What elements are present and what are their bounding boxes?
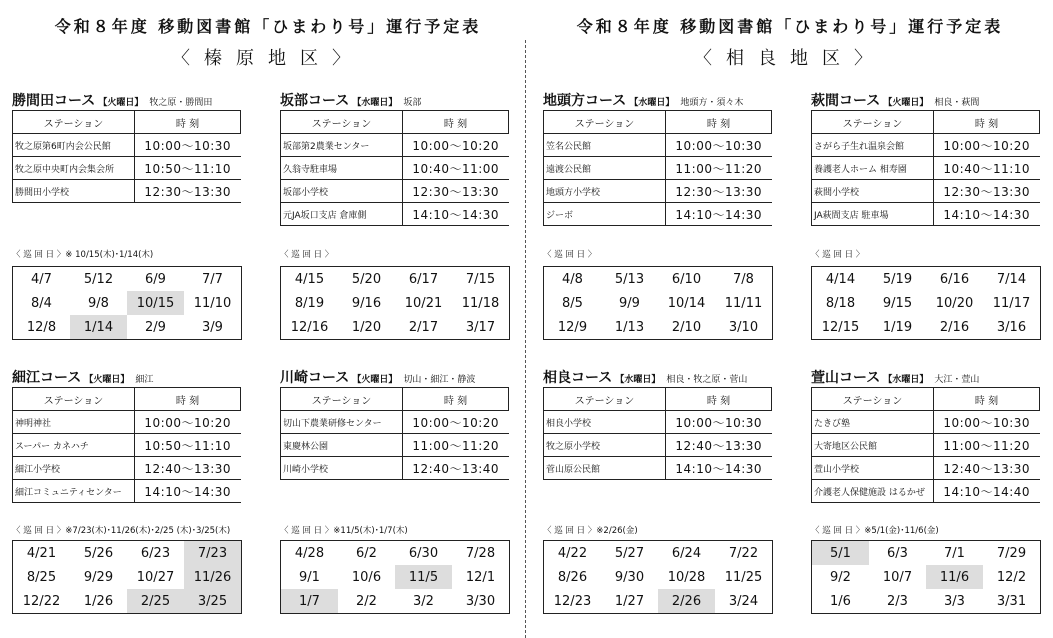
schedule-date: 2/16 xyxy=(939,319,970,335)
course-area: 大江・萱山 xyxy=(934,375,980,385)
schedule-date: 11/18 xyxy=(461,295,500,311)
station-column-header: ステーション xyxy=(281,388,403,411)
table-header-row xyxy=(281,111,509,134)
station-table xyxy=(280,110,509,226)
table-row xyxy=(544,434,772,457)
station-table xyxy=(543,387,772,480)
schedule-date: 4/22 xyxy=(557,545,588,561)
schedule-date: 10/20 xyxy=(935,295,974,311)
course-heading xyxy=(12,90,242,110)
station-table xyxy=(811,387,1040,503)
time-column-header: 時 刻 xyxy=(135,111,241,134)
left-district: 〈榛原地区〉 xyxy=(172,48,364,69)
center-divider xyxy=(525,40,526,638)
schedule-date: 10/28 xyxy=(667,569,706,585)
station-time: 14:10～14:30 xyxy=(135,480,241,503)
time-column-header: 時 刻 xyxy=(403,111,509,134)
table-row xyxy=(544,411,772,434)
schedule-date: 1/13 xyxy=(614,319,645,335)
schedule-date: 11/11 xyxy=(724,295,763,311)
station-column-header: ステーション xyxy=(812,388,934,411)
schedule-date: 9/1 xyxy=(299,569,320,585)
station-name: JA萩間支店 駐車場 xyxy=(812,203,934,226)
course-block xyxy=(12,367,242,503)
station-time: 10:00～10:20 xyxy=(135,411,241,434)
course-day: 【火曜日】 xyxy=(84,375,130,385)
schedule-date: 11/5 xyxy=(395,565,452,589)
station-time: 12:40～13:30 xyxy=(666,434,772,457)
schedule-date: 9/29 xyxy=(83,569,114,585)
schedule-date: 10/27 xyxy=(136,569,175,585)
course-block xyxy=(543,367,773,480)
schedule-label: 〈 巡 回 日 〉 xyxy=(280,250,334,260)
station-name: さがら子生れ温泉会館 xyxy=(812,134,934,157)
course-heading xyxy=(280,90,510,110)
course-name: 坂部コース xyxy=(280,93,350,109)
table-row xyxy=(812,180,1040,203)
table-row xyxy=(544,180,772,203)
schedule-date: 10/15 xyxy=(127,291,184,315)
station-time: 11:00～11:20 xyxy=(403,434,509,457)
station-table xyxy=(543,110,772,226)
station-table xyxy=(280,387,509,480)
table-row xyxy=(812,134,1040,157)
schedule-date: 3/9 xyxy=(202,319,223,335)
schedule-label: 〈 巡 回 日 〉※2/26(金) xyxy=(543,526,638,536)
table-row xyxy=(281,203,509,226)
schedule-date: 3/25 xyxy=(184,589,241,613)
schedule-date: 2/26 xyxy=(658,589,715,613)
schedule-date: 11/17 xyxy=(992,295,1031,311)
table-row xyxy=(812,457,1040,480)
station-name: 大寄地区公民館 xyxy=(812,434,934,457)
schedule-date: 8/25 xyxy=(26,569,57,585)
schedule-date: 9/30 xyxy=(614,569,645,585)
schedule-date: 8/4 xyxy=(31,295,52,311)
station-time: 12:30～13:30 xyxy=(934,180,1040,203)
station-name: 細江小学校 xyxy=(13,457,135,480)
schedule-date: 7/15 xyxy=(465,271,496,287)
schedule-date: 3/3 xyxy=(944,593,965,609)
schedule-date: 7/14 xyxy=(996,271,1027,287)
station-column-header: ステーション xyxy=(13,388,135,411)
schedule-date: 9/16 xyxy=(351,295,382,311)
time-column-header: 時 刻 xyxy=(666,388,772,411)
station-time: 14:10～14:40 xyxy=(934,480,1040,503)
schedule-date: 4/28 xyxy=(294,545,325,561)
station-name: 相良小学校 xyxy=(544,411,666,434)
station-time: 12:40～13:30 xyxy=(135,457,241,480)
schedule-date: 8/5 xyxy=(562,295,583,311)
schedule-date: 2/3 xyxy=(887,593,908,609)
schedule-date: 12/22 xyxy=(22,593,61,609)
course-heading xyxy=(811,367,1041,387)
table-header-row xyxy=(281,388,509,411)
station-table xyxy=(12,387,241,503)
schedule-date: 10/6 xyxy=(351,569,382,585)
schedule-label: 〈 巡 回 日 〉※ 10/15(木)･1/14(木) xyxy=(12,250,154,260)
schedule-date: 6/30 xyxy=(408,545,439,561)
course-area: 細江 xyxy=(135,375,154,385)
station-time: 12:30～13:30 xyxy=(403,180,509,203)
schedule-date: 9/9 xyxy=(619,295,640,311)
station-name: たきび塾 xyxy=(812,411,934,434)
course-block xyxy=(811,367,1041,503)
schedule-date: 3/17 xyxy=(465,319,496,335)
station-name: 介護老人保健施設 はるかぜ xyxy=(812,480,934,503)
schedule-date: 12/1 xyxy=(465,569,496,585)
schedule-date: 5/19 xyxy=(882,271,913,287)
station-name: 萩間小学校 xyxy=(812,180,934,203)
table-header-row xyxy=(13,388,241,411)
course-name: 萩間コース xyxy=(811,93,881,109)
schedule-date: 3/2 xyxy=(413,593,434,609)
table-row xyxy=(812,480,1040,503)
schedule-date: 1/26 xyxy=(83,593,114,609)
schedule-date: 4/14 xyxy=(825,271,856,287)
schedule-date: 12/8 xyxy=(26,319,57,335)
schedule-label: 〈 巡 回 日 〉※5/1(金)･11/6(金) xyxy=(811,526,939,536)
schedule-date: 1/20 xyxy=(351,319,382,335)
schedule-date: 8/19 xyxy=(294,295,325,311)
station-name: 牧之原中央町内会集会所 xyxy=(13,157,135,180)
schedule-date: 5/27 xyxy=(614,545,645,561)
schedule-date: 9/15 xyxy=(882,295,913,311)
table-row xyxy=(13,411,241,434)
schedule-date: 7/22 xyxy=(728,545,759,561)
table-row xyxy=(281,180,509,203)
station-name: 川崎小学校 xyxy=(281,457,403,480)
course-name: 細江コース xyxy=(12,370,82,386)
schedule-date: 7/23 xyxy=(184,541,241,565)
table-row xyxy=(812,203,1040,226)
station-time: 10:50～11:10 xyxy=(135,434,241,457)
station-name: 萱山小学校 xyxy=(812,457,934,480)
station-column-header: ステーション xyxy=(544,111,666,134)
schedule-date: 1/14 xyxy=(70,315,127,339)
schedule-date: 6/2 xyxy=(356,545,377,561)
station-time: 10:00～10:30 xyxy=(666,134,772,157)
schedule-date: 9/2 xyxy=(830,569,851,585)
schedule-date: 1/6 xyxy=(830,593,851,609)
station-name: 牧之原小学校 xyxy=(544,434,666,457)
time-column-header: 時 刻 xyxy=(403,388,509,411)
schedule-calendar xyxy=(12,540,242,614)
schedule-date: 8/18 xyxy=(825,295,856,311)
table-row xyxy=(812,157,1040,180)
station-name: 細江コミュニティセンター xyxy=(13,480,135,503)
station-name: 坂部小学校 xyxy=(281,180,403,203)
course-heading xyxy=(280,367,510,387)
schedule-date: 4/15 xyxy=(294,271,325,287)
table-row xyxy=(544,203,772,226)
course-heading xyxy=(12,367,242,387)
course-block xyxy=(12,90,242,203)
table-header-row xyxy=(544,111,772,134)
station-time: 10:40～11:00 xyxy=(403,157,509,180)
schedule-date: 3/16 xyxy=(996,319,1027,335)
schedule-label: 〈 巡 回 日 〉※11/5(木)･1/7(木) xyxy=(280,526,408,536)
time-column-header: 時 刻 xyxy=(135,388,241,411)
schedule-calendar xyxy=(280,540,510,614)
schedule-date: 7/7 xyxy=(202,271,223,287)
table-row xyxy=(812,411,1040,434)
table-row xyxy=(544,134,772,157)
course-name: 萱山コース xyxy=(811,370,881,386)
schedule-calendar xyxy=(543,540,773,614)
station-name: 勝間田小学校 xyxy=(13,180,135,203)
schedule-date: 5/13 xyxy=(614,271,645,287)
schedule-label: 〈 巡 回 日 〉※7/23(木)･11/26(木)･2/25 (木)･3/25(木) xyxy=(12,526,231,536)
station-time: 10:00～10:30 xyxy=(934,411,1040,434)
table-row xyxy=(13,457,241,480)
right-district: 〈相良地区〉 xyxy=(694,48,886,69)
schedule-date: 11/10 xyxy=(193,295,232,311)
station-name: 菅山原公民館 xyxy=(544,457,666,480)
course-heading xyxy=(811,90,1041,110)
table-header-row xyxy=(812,111,1040,134)
schedule-date: 5/20 xyxy=(351,271,382,287)
time-column-header: 時 刻 xyxy=(934,111,1040,134)
course-area: 地頭方・須々木 xyxy=(680,98,744,108)
station-time: 14:10～14:30 xyxy=(666,203,772,226)
course-area: 相良・萩間 xyxy=(934,98,980,108)
schedule-calendar xyxy=(811,266,1041,340)
station-name: 養護老人ホーム 相寿園 xyxy=(812,157,934,180)
schedule-calendar xyxy=(543,266,773,340)
station-name: 坂部第2農業センター xyxy=(281,134,403,157)
station-time: 10:00～10:20 xyxy=(403,411,509,434)
station-time: 10:00～10:20 xyxy=(934,134,1040,157)
table-row xyxy=(281,411,509,434)
schedule-date: 7/29 xyxy=(996,545,1027,561)
course-area: 坂部 xyxy=(403,98,422,108)
course-block xyxy=(280,367,510,480)
schedule-date: 12/15 xyxy=(821,319,860,335)
table-row xyxy=(13,480,241,503)
table-row xyxy=(812,434,1040,457)
station-time: 10:00～10:30 xyxy=(666,411,772,434)
schedule-date: 12/16 xyxy=(290,319,329,335)
course-heading xyxy=(543,367,773,387)
station-time: 12:30～13:30 xyxy=(666,180,772,203)
schedule-date: 6/23 xyxy=(140,545,171,561)
station-table xyxy=(12,110,241,203)
schedule-date: 6/9 xyxy=(145,271,166,287)
schedule-date: 6/10 xyxy=(671,271,702,287)
station-column-header: ステーション xyxy=(13,111,135,134)
course-name: 地頭方コース xyxy=(543,93,627,109)
schedule-date: 2/17 xyxy=(408,319,439,335)
table-row xyxy=(13,434,241,457)
station-name: 笠名公民館 xyxy=(544,134,666,157)
schedule-date: 7/1 xyxy=(944,545,965,561)
table-row xyxy=(281,434,509,457)
schedule-date: 10/21 xyxy=(404,295,443,311)
table-header-row xyxy=(544,388,772,411)
station-time: 14:10～14:30 xyxy=(934,203,1040,226)
course-name: 相良コース xyxy=(543,370,613,386)
schedule-date: 4/7 xyxy=(31,271,52,287)
schedule-date: 12/9 xyxy=(557,319,588,335)
right-title: 令和８年度 移動図書館「ひまわり号」運行予定表 xyxy=(576,17,1004,36)
schedule-date: 3/10 xyxy=(728,319,759,335)
schedule-calendar xyxy=(811,540,1041,614)
schedule-date: 9/8 xyxy=(88,295,109,311)
station-table xyxy=(811,110,1040,226)
schedule-date: 11/25 xyxy=(724,569,763,585)
course-name: 川崎コース xyxy=(280,370,350,386)
course-area: 相良・牧之原・菅山 xyxy=(666,375,748,385)
schedule-date: 2/9 xyxy=(145,319,166,335)
table-row xyxy=(13,157,241,180)
course-day: 【水曜日】 xyxy=(615,375,661,385)
table-row xyxy=(13,180,241,203)
schedule-date: 8/26 xyxy=(557,569,588,585)
station-column-header: ステーション xyxy=(544,388,666,411)
schedule-label: 〈 巡 回 日 〉 xyxy=(811,250,865,260)
course-area: 牧之原・勝間田 xyxy=(149,98,213,108)
course-day: 【水曜日】 xyxy=(883,375,929,385)
station-name: ジーボ xyxy=(544,203,666,226)
schedule-date: 5/12 xyxy=(83,271,114,287)
station-time: 12:40～13:40 xyxy=(403,457,509,480)
station-name: 神明神社 xyxy=(13,411,135,434)
course-heading xyxy=(543,90,773,110)
table-row xyxy=(281,157,509,180)
station-column-header: ステーション xyxy=(812,111,934,134)
schedule-date: 12/2 xyxy=(996,569,1027,585)
station-name: 東慶林公園 xyxy=(281,434,403,457)
table-row xyxy=(544,457,772,480)
station-time: 12:30～13:30 xyxy=(135,180,241,203)
table-header-row xyxy=(812,388,1040,411)
schedule-date: 3/24 xyxy=(728,593,759,609)
schedule-date: 2/2 xyxy=(356,593,377,609)
station-column-header: ステーション xyxy=(281,111,403,134)
station-time: 10:00～10:30 xyxy=(135,134,241,157)
time-column-header: 時 刻 xyxy=(666,111,772,134)
schedule-date: 1/19 xyxy=(882,319,913,335)
table-row xyxy=(13,134,241,157)
schedule-date: 7/28 xyxy=(465,545,496,561)
schedule-date: 3/30 xyxy=(465,593,496,609)
schedule-date: 5/26 xyxy=(83,545,114,561)
schedule-date: 10/7 xyxy=(882,569,913,585)
schedule-date: 2/10 xyxy=(671,319,702,335)
course-day: 【火曜日】 xyxy=(352,375,398,385)
time-column-header: 時 刻 xyxy=(934,388,1040,411)
schedule-date: 4/21 xyxy=(26,545,57,561)
schedule-date: 1/27 xyxy=(614,593,645,609)
schedule-calendar xyxy=(280,266,510,340)
schedule-date: 6/24 xyxy=(671,545,702,561)
schedule-date: 3/31 xyxy=(996,593,1027,609)
course-day: 【火曜日】 xyxy=(98,98,144,108)
schedule-date: 1/7 xyxy=(281,589,338,613)
station-time: 14:10～14:30 xyxy=(403,203,509,226)
schedule-date: 7/8 xyxy=(733,271,754,287)
station-time: 11:00～11:20 xyxy=(934,434,1040,457)
schedule-date: 6/3 xyxy=(887,545,908,561)
schedule-label: 〈 巡 回 日 〉 xyxy=(543,250,597,260)
course-block xyxy=(543,90,773,226)
station-time: 11:00～11:20 xyxy=(666,157,772,180)
station-name: スーパー カネハチ xyxy=(13,434,135,457)
schedule-date: 12/23 xyxy=(553,593,592,609)
schedule-date: 11/6 xyxy=(926,565,983,589)
station-time: 14:10～14:30 xyxy=(666,457,772,480)
course-area: 切山・細江・静波 xyxy=(403,375,476,385)
course-block xyxy=(811,90,1041,226)
schedule-date: 11/26 xyxy=(184,565,241,589)
station-name: 遠渡公民館 xyxy=(544,157,666,180)
course-block xyxy=(280,90,510,226)
table-row xyxy=(281,134,509,157)
course-day: 【水曜日】 xyxy=(629,98,675,108)
schedule-date: 5/1 xyxy=(812,541,869,565)
station-name: 地頭方小学校 xyxy=(544,180,666,203)
schedule-date: 6/17 xyxy=(408,271,439,287)
station-name: 元JA坂口支店 倉庫側 xyxy=(281,203,403,226)
station-time: 10:40～11:10 xyxy=(934,157,1040,180)
course-name: 勝間田コース xyxy=(12,93,96,109)
schedule-date: 6/16 xyxy=(939,271,970,287)
schedule-date: 10/14 xyxy=(667,295,706,311)
left-title: 令和８年度 移動図書館「ひまわり号」運行予定表 xyxy=(54,17,482,36)
station-name: 牧之原第6町内会公民館 xyxy=(13,134,135,157)
station-time: 12:40～13:30 xyxy=(934,457,1040,480)
station-name: 久翁寺駐車場 xyxy=(281,157,403,180)
schedule-calendar xyxy=(12,266,242,340)
table-row xyxy=(544,157,772,180)
table-row xyxy=(281,457,509,480)
schedule-date: 4/8 xyxy=(562,271,583,287)
course-day: 【水曜日】 xyxy=(352,98,398,108)
station-time: 10:00～10:20 xyxy=(403,134,509,157)
station-time: 10:50～11:10 xyxy=(135,157,241,180)
station-name: 切山下農業研修センター xyxy=(281,411,403,434)
schedule-date: 2/25 xyxy=(127,589,184,613)
table-header-row xyxy=(13,111,241,134)
course-day: 【火曜日】 xyxy=(883,98,929,108)
